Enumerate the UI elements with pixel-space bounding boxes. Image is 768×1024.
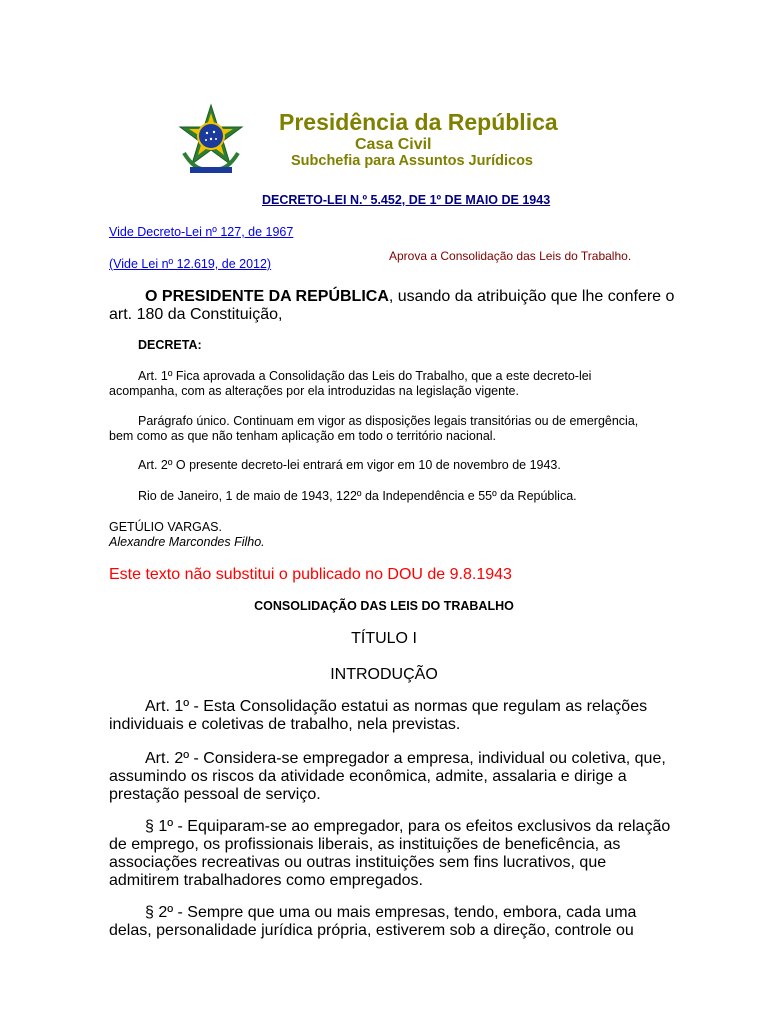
clt-par2-line-1: § 2º - Sempre que uma ou mais empresas, tendo, embora, cada uma	[145, 904, 637, 921]
paragrafo-line-2: bem como as que não tenham aplicação em todo o território nacional.	[109, 429, 497, 443]
preamble-line-1	[145, 288, 674, 306]
casa-civil-heading: Casa Civil	[355, 136, 432, 153]
art1-line-2: acompanha, com as alterações por ela introduzidas na legislação vigente.	[109, 384, 519, 398]
vide-lei-link[interactable]: (Vide Lei nº 12.619, de 2012)	[109, 257, 272, 271]
clt-par1-line-3: associações recreativas ou outras instituições sem fins lucrativos, que	[109, 854, 607, 871]
clt-art2-line-1: Art. 2º - Considera-se empregador a empresa, individual ou coletiva, que,	[145, 750, 666, 767]
clt-par2-line-2: delas, personalidade jurídica própria, estiverem sob a direção, controle ou	[109, 922, 634, 939]
titulo-heading: TÍTULO I	[351, 630, 417, 647]
clt-par1-line-4: admitirem trabalhadores como empregados.	[109, 872, 423, 889]
signature-getulio: GETÚLIO VARGAS.	[109, 520, 222, 534]
clt-art1-line-2: individuais e coletivas de trabalho, nela previstas.	[109, 716, 461, 733]
art2-line: Art. 2º O presente decreto-lei entrará em vigor em 10 de novembro de 1943.	[138, 458, 561, 472]
preamble-line-2: art. 180 da Constituição,	[109, 306, 283, 323]
preamble-rest: , usando da atribuição que lhe confere o	[388, 288, 675, 305]
clt-art1-line-1: Art. 1º - Esta Consolidação estatui as normas que regulam as relações	[145, 698, 648, 715]
page-title: Presidência da República	[279, 109, 558, 135]
art1-line-1: Art. 1º Fica aprovada a Consolidação das Leis do Trabalho, que a este decreto-lei	[138, 369, 592, 383]
decreta-heading: DECRETA:	[138, 338, 202, 352]
clt-title: CONSOLIDAÇÃO DAS LEIS DO TRABALHO	[254, 599, 514, 613]
introducao-heading: INTRODUÇÃO	[330, 666, 438, 683]
clt-art2-line-2: assumindo os riscos da atividade econômica, admite, assalaria e dirige a	[109, 768, 627, 785]
date-line: Rio de Janeiro, 1 de maio de 1943, 122º da Independência e 55º da República.	[138, 489, 577, 503]
paragrafo-line-1: Parágrafo único. Continuam em vigor as disposições legais transitórias ou de emergência,	[138, 414, 639, 428]
ementa-text: Aprova a Consolidação das Leis do Trabalho.	[389, 249, 632, 263]
notice-text: Este texto não substitui o publicado no DOU de 9.8.1943	[109, 566, 512, 583]
preamble-bold: O PRESIDENTE DA REPÚBLICA	[145, 288, 389, 305]
decree-title-link[interactable]: DECRETO-LEI N.º 5.452, DE 1º DE MAIO DE 1943	[262, 193, 551, 207]
coat-of-arms-icon	[176, 103, 246, 179]
signature-alexandre: Alexandre Marcondes Filho.	[109, 535, 265, 549]
subchefia-heading: Subchefia para Assuntos Jurídicos	[291, 153, 533, 169]
vide-decreto-link[interactable]: Vide Decreto-Lei nº 127, de 1967	[109, 225, 294, 239]
clt-par1-line-2: de emprego, os profissionais liberais, as instituições de beneficência, as	[109, 836, 621, 853]
clt-par1-line-1: § 1º - Equiparam-se ao empregador, para os efeitos exclusivos da relação	[145, 818, 671, 835]
clt-art2-line-3: prestação pessoal de serviço.	[109, 786, 321, 803]
